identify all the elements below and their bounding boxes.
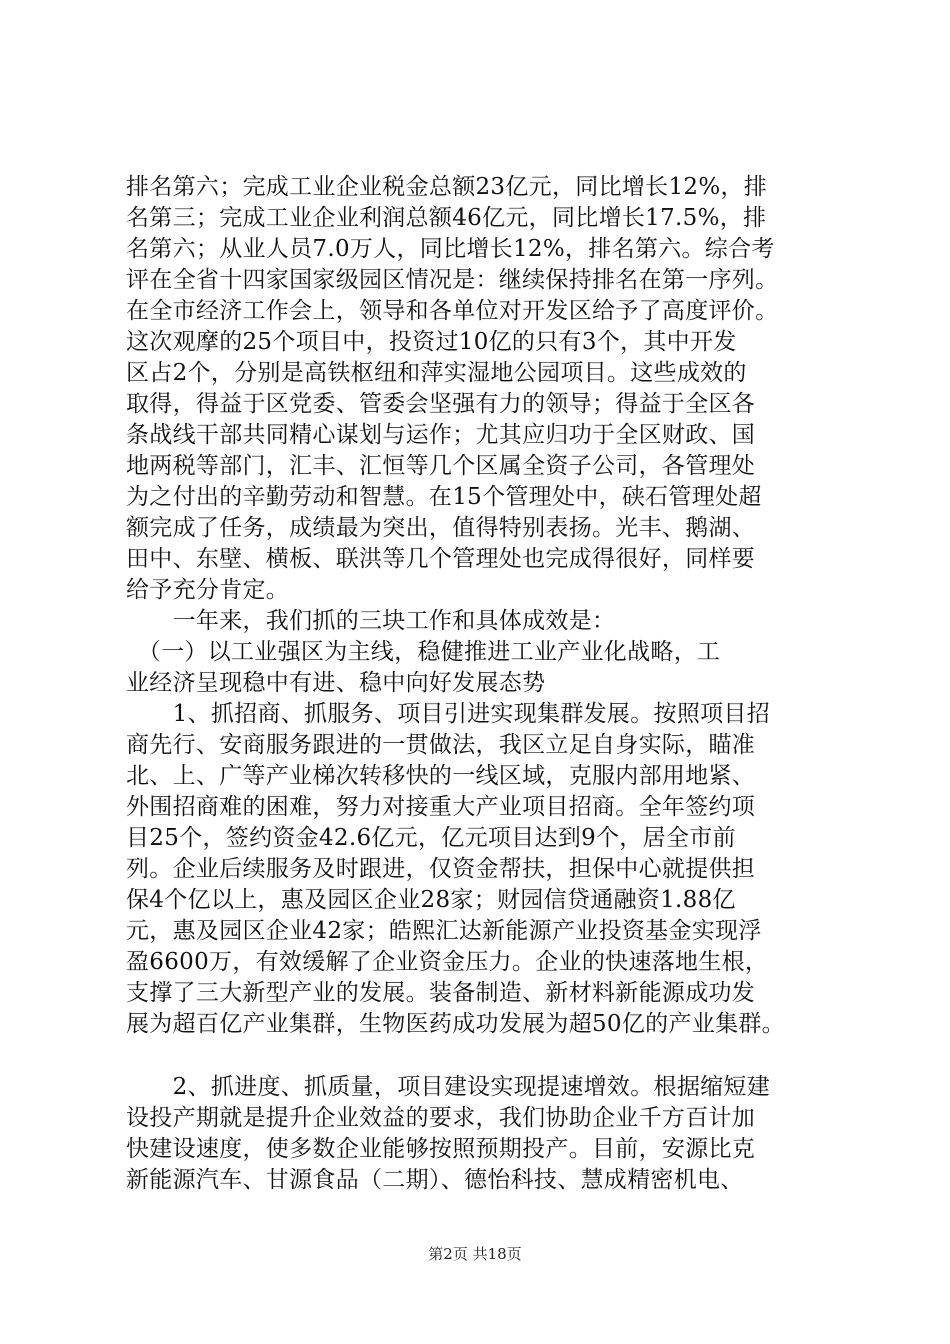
document-body [126,172,832,1196]
text-line: 为之付出的辛勤劳动和智慧。在15个管理处中，硖石管理处超 [126,484,762,510]
text-line: 设投产期就是提升企业效益的要求，我们协助企业千方百计加 [126,1105,756,1131]
paragraph-block-2 [126,1072,832,1196]
text-line: 额完成了任务，成绩最为突出，值得特别表扬。光丰、鹅湖、 [126,515,756,541]
text-line: 列。企业后续服务及时跟进，仅资金帮扶，担保中心就提供担 [126,856,756,882]
text-line: 在全市经济工作会上，领导和各单位对开发区给予了高度评价。 [126,298,779,324]
text-line: 外围招商难的困难，努力对接重大产业项目招商。全年签约项 [126,794,756,820]
text-line: 保4个亿以上，惠及园区企业28家；财园信贷通融资1.88亿 [126,887,736,913]
text-line: 新能源汽车、甘源食品（二期）、德怡科技、慧成精密机电、 [126,1167,744,1193]
text-line: 田中、东壁、横板、联洪等几个管理处也完成得很好，同样要 [126,546,756,572]
text-line: 给予充分肯定。 [126,577,290,603]
text-line: 排名第六；完成工业企业税金总额23亿元，同比增长12%，排 [126,174,768,200]
text-line: 目25个，签约资金42.6亿元，亿元项目达到9个，居全市前 [126,825,736,851]
paragraph-block-1 [126,172,832,1040]
text-line: 2、抓进度、抓质量，项目建设实现提速增效。根据缩短建 [126,1074,771,1100]
text-line: 一年来，我们抓的三块工作和具体成效是： [126,608,616,634]
text-line: 盈6600万，有效缓解了企业资金压力。企业的快速落地生根， [126,949,769,975]
text-line: 支撑了三大新型产业的发展。装备制造、新材料新能源成功发 [126,980,756,1006]
paragraph-gap [126,1040,832,1072]
text-line: 北、上、广等产业梯次转移快的一线区域，克服内部用地紧、 [126,763,756,789]
text-line: 这次观摩的25个项目中，投资过10亿的只有3个，其中开发 [126,329,737,355]
text-line: 条战线干部共同精心谋划与运作；尤其应归功于全区财政、国 [126,422,756,448]
text-line: 名第三；完成工业企业利润总额46亿元，同比增长17.5%，排 [126,205,767,231]
text-line: 元，惠及园区企业42家；皓熙汇达新能源产业投资基金实现浮 [126,918,762,944]
text-line: 地两税等部门，汇丰、汇恒等几个区属全资子公司，各管理处 [126,453,756,479]
text-line: 展为超百亿产业集群，生物医药成功发展为超50亿的产业集群。 [126,1011,785,1037]
text-line: 商先行、安商服务跟进的一贯做法，我区立足自身实际，瞄准 [126,732,756,758]
text-line: 区占2个，分别是高铁枢纽和萍实湿地公园项目。这些成效的 [126,360,747,386]
text-line: 快建设速度，使多数企业能够按照预期投产。目前，安源比克 [126,1136,756,1162]
text-line: （一）以工业强区为主线，稳健推进工业产业化战略，工 [126,639,721,665]
text-line: 取得，得益于区党委、管委会坚强有力的领导；得益于全区各 [126,391,756,417]
page-footer: 第2页 共18页 [428,1245,522,1263]
text-line: 评在全省十四家国家级园区情况是：继续保持排名在第一序列。 [126,267,779,293]
text-line: 1、抓招商、抓服务、项目引进实现集群发展。按照项目招 [126,701,771,727]
text-line: 名第六；从业人员7.0万人，同比增长12%，排名第六。综合考 [126,236,775,262]
text-line: 业经济呈现稳中有进、稳中向好发展态势 [126,670,546,696]
